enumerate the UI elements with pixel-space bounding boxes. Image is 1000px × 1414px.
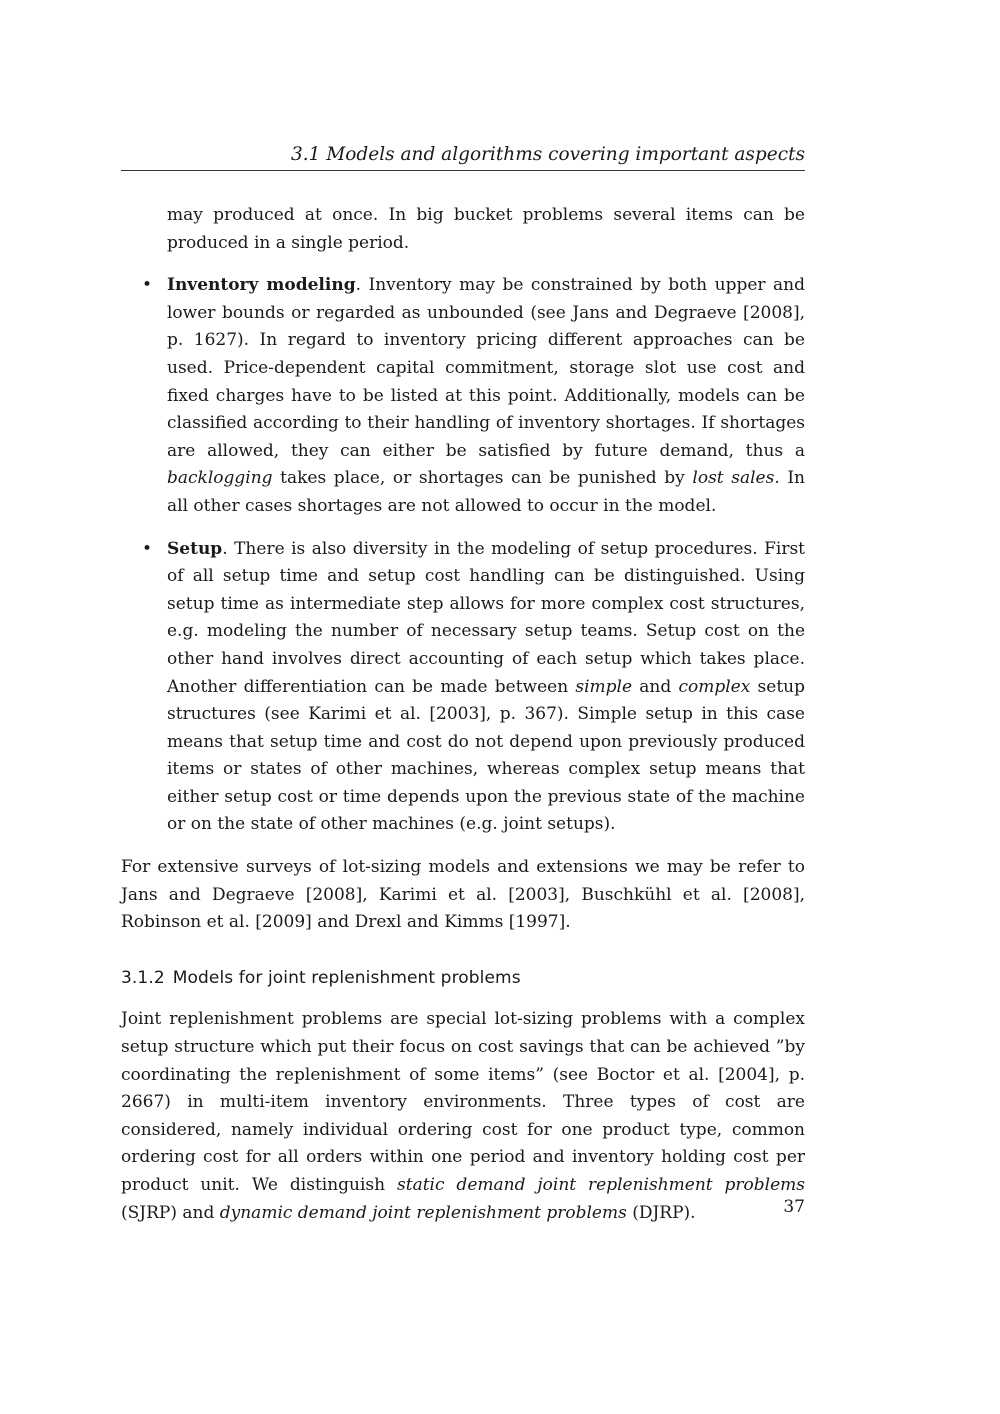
text-run: setup structures (see Karimi et al. [2003], p. 367). Simple setup in this case means that setup time and cost do not depend upon previously produced items or states of other machines, whereas complex setup means that either setup cost or time depends upon the previous state of the machine or on the state of other machines (e.g. joint setups). xyxy=(167,676,805,835)
header-rule xyxy=(121,170,805,171)
bullet-text xyxy=(167,275,805,516)
emphasized-text: simple xyxy=(575,676,633,697)
bullet-icon: • xyxy=(142,538,153,559)
section-number: 3.1.2 xyxy=(121,967,165,988)
section-heading xyxy=(121,965,805,993)
bullet-inventory-modeling xyxy=(142,272,805,520)
text-run: . Inventory may be constrained by both upper and lower bounds or regarded as unbounded (see Jans and Degraeve [2008], p. 1627). In regard to inventory pricing different approaches can be used. Price-dependent capital commitment, storage slot use cost and fixed charges have to be listed at this point. Additionally, models can be classified according to their handling of inventory shortages. If shortages are allowed, they can either be satisfied by future demand, thus a xyxy=(167,275,805,461)
running-header: 3.1 Models and algorithms covering important aspects xyxy=(291,144,805,165)
text-run: (DJRP). xyxy=(626,1202,696,1223)
text-run: Joint replenishment problems are special lot-sizing problems with a complex setup structure which put their focus on cost savings that can be achieved ”by coordinating the replenishment of some items” (see Boctor et al. [2004], p. 2667) in multi-item inventory environments. Three types of cost are considered, namely individual ordering cost for one product type, common ordering cost for all orders within one period and inventory holding cost per product unit. We distinguish xyxy=(121,1009,805,1195)
text-run: . There is also diversity in the modeling of setup procedures. First of all setup time and setup cost handling can be distinguished. Using setup time as intermediate step allows for more complex cost structures, e.g. modeling the number of necessary setup teams. Setup cost on the other hand involves direct accounting of each setup which takes place. Another differentiation can be made between xyxy=(167,538,805,697)
text-run: . In all other cases shortages are not allowed to occur in the model. xyxy=(167,468,805,516)
text-run: (SJRP) and xyxy=(121,1202,220,1223)
continuation-paragraph: may produced at once. In big bucket problems several items can be produced in a single period. xyxy=(167,205,805,253)
emphasized-text: backlogging xyxy=(167,468,273,489)
bullet-term: Inventory modeling xyxy=(167,275,356,296)
bullet-setup xyxy=(142,536,805,840)
emphasized-text: static demand joint replenishment problems xyxy=(397,1175,805,1195)
bullet-text xyxy=(167,539,805,835)
body-text xyxy=(121,202,805,1227)
bullet-icon: • xyxy=(142,275,153,296)
page-number: 37 xyxy=(783,1197,805,1217)
survey-paragraph: For extensive surveys of lot-sizing models and extensions we may be refer to Jans and Degraeve [2008], Karimi et al. [2003], Buschkühl et al. [2008], Robinson et al. [2009] and Drexl and Kimms [1997]. xyxy=(121,857,805,933)
emphasized-text: lost sales xyxy=(692,468,775,489)
emphasized-text: dynamic demand joint replenishment problems xyxy=(219,1202,627,1223)
section-title: Models for joint replenishment problems xyxy=(172,967,521,988)
bullet-term: Setup xyxy=(167,538,223,559)
emphasized-text: complex xyxy=(678,676,751,697)
text-run: takes place, or shortages can be punished by xyxy=(272,468,693,489)
text-run: and xyxy=(632,676,679,697)
